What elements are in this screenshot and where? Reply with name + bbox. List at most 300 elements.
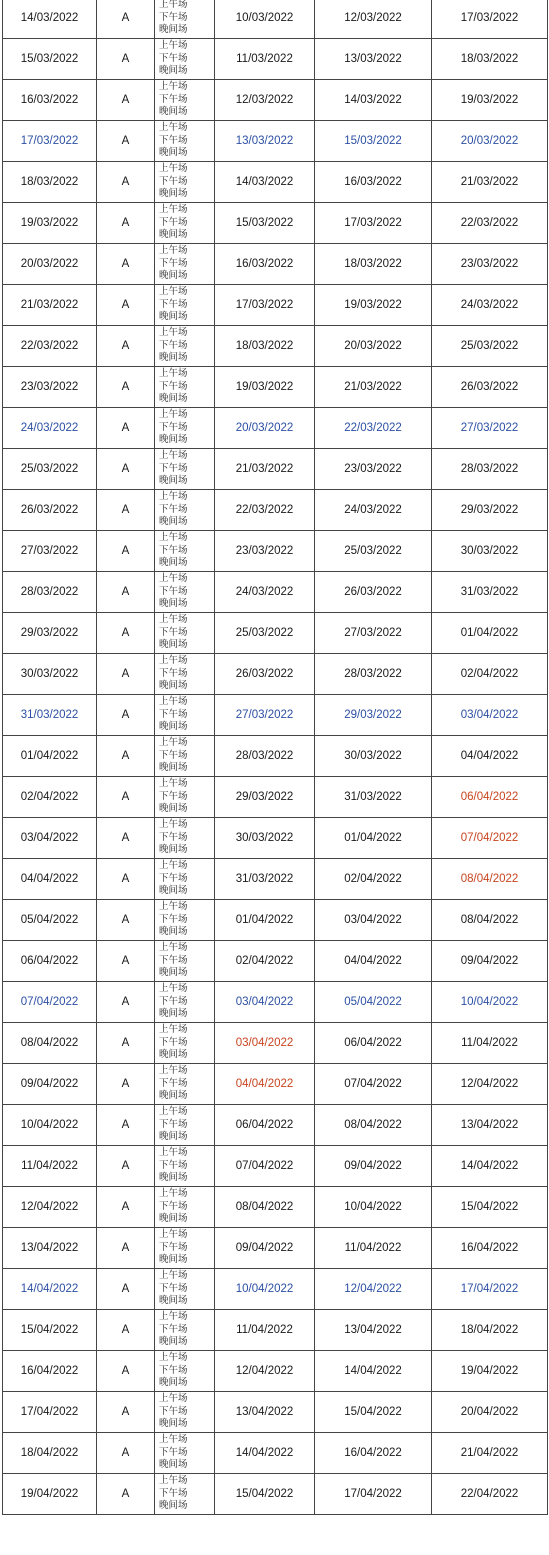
d1-date-cell: 16/03/2022 [215,244,315,285]
session-label: 下午场 [159,1036,188,1048]
table-row [3,859,548,900]
table-row [3,244,548,285]
session-label: 晚间场 [159,1090,188,1102]
session-label: 晚间场 [159,229,188,241]
d2-date-cell: 27/03/2022 [315,613,432,654]
type-cell: A [97,695,155,736]
sessions-cell [155,736,215,777]
sessions-cell [155,367,215,408]
type-cell: A [97,1474,155,1515]
sessions-cell [155,1105,215,1146]
type-cell: A [97,1269,155,1310]
date-cell: 19/04/2022 [3,1474,97,1515]
d3-date-cell: 25/03/2022 [432,326,548,367]
table-row [3,613,548,654]
session-label: 上午场 [159,81,188,93]
session-label: 晚间场 [159,1377,188,1389]
d3-date-cell: 20/04/2022 [432,1392,548,1433]
session-label: 下午场 [159,1118,188,1130]
sessions-cell [155,1474,215,1515]
d3-date-cell: 09/04/2022 [432,941,548,982]
d3-date-cell: 04/04/2022 [432,736,548,777]
d1-date-cell: 09/04/2022 [215,1228,315,1269]
d1-date-cell: 12/04/2022 [215,1351,315,1392]
d1-date-cell: 17/03/2022 [215,285,315,326]
session-label: 晚间场 [159,803,188,815]
type-cell: A [97,367,155,408]
sessions-cell [155,39,215,80]
table-row [3,1474,548,1515]
d3-date-cell: 26/03/2022 [432,367,548,408]
session-label: 晚间场 [159,1459,188,1471]
d2-date-cell: 06/04/2022 [315,1023,432,1064]
d1-date-cell: 29/03/2022 [215,777,315,818]
session-label: 上午场 [159,1065,188,1077]
session-label: 上午场 [159,1024,188,1036]
d2-date-cell: 10/04/2022 [315,1187,432,1228]
type-cell: A [97,80,155,121]
sessions-cell [155,449,215,490]
session-label: 晚间场 [159,1418,188,1430]
sessions-cell [155,695,215,736]
d3-date-cell: 16/04/2022 [432,1228,548,1269]
session-label: 晚间场 [159,1295,188,1307]
type-cell: A [97,777,155,818]
date-cell: 05/04/2022 [3,900,97,941]
d3-date-cell: 31/03/2022 [432,572,548,613]
d2-date-cell: 28/03/2022 [315,654,432,695]
session-label: 晚间场 [159,24,188,36]
type-cell: A [97,39,155,80]
session-label: 上午场 [159,1434,188,1446]
d2-date-cell: 20/03/2022 [315,326,432,367]
session-label: 下午场 [159,462,188,474]
d2-date-cell: 22/03/2022 [315,408,432,449]
date-cell: 30/03/2022 [3,654,97,695]
date-cell: 22/03/2022 [3,326,97,367]
d1-date-cell: 25/03/2022 [215,613,315,654]
sessions-cell [155,285,215,326]
d1-date-cell: 10/03/2022 [215,0,315,39]
date-cell: 04/04/2022 [3,859,97,900]
type-cell: A [97,736,155,777]
d2-date-cell: 03/04/2022 [315,900,432,941]
session-label: 下午场 [159,1446,188,1458]
session-label: 晚间场 [159,598,188,610]
sessions-cell [155,121,215,162]
sessions-cell [155,408,215,449]
d2-date-cell: 04/04/2022 [315,941,432,982]
sessions-cell [155,244,215,285]
session-label: 晚间场 [159,926,188,938]
date-cell: 09/04/2022 [3,1064,97,1105]
session-label: 上午场 [159,40,188,52]
session-label: 上午场 [159,778,188,790]
d1-date-cell: 14/04/2022 [215,1433,315,1474]
d2-date-cell: 18/03/2022 [315,244,432,285]
d3-date-cell: 08/04/2022 [432,859,548,900]
type-cell: A [97,0,155,39]
d1-date-cell: 20/03/2022 [215,408,315,449]
date-cell: 13/04/2022 [3,1228,97,1269]
session-label: 下午场 [159,339,188,351]
d2-date-cell: 12/03/2022 [315,0,432,39]
sessions-cell [155,203,215,244]
d3-date-cell: 28/03/2022 [432,449,548,490]
session-label: 晚间场 [159,721,188,733]
session-label: 上午场 [159,1475,188,1487]
session-label: 上午场 [159,819,188,831]
date-cell: 12/04/2022 [3,1187,97,1228]
session-label: 上午场 [159,696,188,708]
session-label: 下午场 [159,1077,188,1089]
sessions-cell [155,777,215,818]
sessions-cell [155,818,215,859]
session-label: 下午场 [159,1364,188,1376]
d3-date-cell: 15/04/2022 [432,1187,548,1228]
date-cell: 20/03/2022 [3,244,97,285]
date-cell: 16/03/2022 [3,80,97,121]
sessions-cell [155,0,215,39]
session-label: 上午场 [159,491,188,503]
type-cell: A [97,1310,155,1351]
table-row [3,1351,548,1392]
table-row [3,326,548,367]
sessions-cell [155,490,215,531]
table-row [3,736,548,777]
sessions-cell [155,941,215,982]
sessions-cell [155,531,215,572]
sessions-cell [155,1187,215,1228]
session-label: 上午场 [159,122,188,134]
d1-date-cell: 19/03/2022 [215,367,315,408]
session-label: 下午场 [159,1405,188,1417]
type-cell: A [97,1023,155,1064]
d2-date-cell: 07/04/2022 [315,1064,432,1105]
session-label: 晚间场 [159,188,188,200]
d2-date-cell: 09/04/2022 [315,1146,432,1187]
type-cell: A [97,1433,155,1474]
session-label: 下午场 [159,1282,188,1294]
table-row [3,572,548,613]
session-label: 上午场 [159,450,188,462]
d3-date-cell: 03/04/2022 [432,695,548,736]
session-label: 晚间场 [159,1049,188,1061]
d3-date-cell: 18/03/2022 [432,39,548,80]
d2-date-cell: 15/03/2022 [315,121,432,162]
session-label: 下午场 [159,257,188,269]
session-label: 下午场 [159,1241,188,1253]
session-label: 晚间场 [159,1254,188,1266]
table-row [3,1187,548,1228]
d2-date-cell: 17/04/2022 [315,1474,432,1515]
table-row [3,531,548,572]
session-label: 上午场 [159,0,188,11]
date-cell: 02/04/2022 [3,777,97,818]
d2-date-cell: 05/04/2022 [315,982,432,1023]
sessions-cell [155,1433,215,1474]
session-label: 下午场 [159,544,188,556]
sessions-cell [155,1351,215,1392]
type-cell: A [97,162,155,203]
sessions-cell [155,859,215,900]
d2-date-cell: 23/03/2022 [315,449,432,490]
d3-date-cell: 02/04/2022 [432,654,548,695]
session-label: 下午场 [159,790,188,802]
d3-date-cell: 01/04/2022 [432,613,548,654]
session-label: 上午场 [159,409,188,421]
session-label: 晚间场 [159,1500,188,1512]
d3-date-cell: 08/04/2022 [432,900,548,941]
d3-date-cell: 20/03/2022 [432,121,548,162]
d3-date-cell: 30/03/2022 [432,531,548,572]
date-cell: 21/03/2022 [3,285,97,326]
session-label: 上午场 [159,1352,188,1364]
d1-date-cell: 23/03/2022 [215,531,315,572]
date-cell: 15/04/2022 [3,1310,97,1351]
session-label: 上午场 [159,983,188,995]
table-row [3,203,548,244]
session-label: 上午场 [159,1311,188,1323]
d2-date-cell: 08/04/2022 [315,1105,432,1146]
session-label: 晚间场 [159,475,188,487]
session-label: 下午场 [159,1487,188,1499]
session-label: 晚间场 [159,557,188,569]
table-row [3,982,548,1023]
session-label: 上午场 [159,737,188,749]
sessions-cell [155,900,215,941]
session-label: 上午场 [159,614,188,626]
d3-date-cell: 07/04/2022 [432,818,548,859]
sessions-cell [155,1269,215,1310]
type-cell: A [97,1105,155,1146]
session-label: 上午场 [159,1270,188,1282]
sessions-cell [155,1023,215,1064]
table-row [3,695,548,736]
d1-date-cell: 14/03/2022 [215,162,315,203]
session-label: 晚间场 [159,680,188,692]
d1-date-cell: 31/03/2022 [215,859,315,900]
session-label: 上午场 [159,1106,188,1118]
d1-date-cell: 21/03/2022 [215,449,315,490]
type-cell: A [97,1064,155,1105]
date-cell: 14/04/2022 [3,1269,97,1310]
d3-date-cell: 24/03/2022 [432,285,548,326]
d3-date-cell: 19/03/2022 [432,80,548,121]
type-cell: A [97,490,155,531]
d1-date-cell: 12/03/2022 [215,80,315,121]
session-label: 下午场 [159,1159,188,1171]
d2-date-cell: 30/03/2022 [315,736,432,777]
type-cell: A [97,1146,155,1187]
type-cell: A [97,654,155,695]
type-cell: A [97,1187,155,1228]
sessions-cell [155,326,215,367]
d2-date-cell: 14/03/2022 [315,80,432,121]
table-row [3,1392,548,1433]
type-cell: A [97,818,155,859]
schedule-body [3,0,548,1515]
d2-date-cell: 17/03/2022 [315,203,432,244]
d1-date-cell: 28/03/2022 [215,736,315,777]
session-label: 下午场 [159,503,188,515]
d3-date-cell: 12/04/2022 [432,1064,548,1105]
session-label: 上午场 [159,1188,188,1200]
date-cell: 27/03/2022 [3,531,97,572]
d1-date-cell: 03/04/2022 [215,1023,315,1064]
table-row [3,39,548,80]
d1-date-cell: 22/03/2022 [215,490,315,531]
d2-date-cell: 14/04/2022 [315,1351,432,1392]
d1-date-cell: 02/04/2022 [215,941,315,982]
table-row [3,408,548,449]
date-cell: 18/03/2022 [3,162,97,203]
table-row [3,449,548,490]
type-cell: A [97,449,155,490]
sessions-cell [155,982,215,1023]
session-label: 下午场 [159,380,188,392]
session-label: 晚间场 [159,1213,188,1225]
date-cell: 29/03/2022 [3,613,97,654]
date-cell: 17/04/2022 [3,1392,97,1433]
d2-date-cell: 25/03/2022 [315,531,432,572]
d3-date-cell: 21/04/2022 [432,1433,548,1474]
type-cell: A [97,1392,155,1433]
d3-date-cell: 17/04/2022 [432,1269,548,1310]
type-cell: A [97,859,155,900]
session-label: 上午场 [159,573,188,585]
table-row [3,1023,548,1064]
session-label: 晚间场 [159,1172,188,1184]
date-cell: 14/03/2022 [3,0,97,39]
date-cell: 03/04/2022 [3,818,97,859]
table-row [3,80,548,121]
session-label: 晚间场 [159,516,188,528]
date-cell: 06/04/2022 [3,941,97,982]
table-row [3,1269,548,1310]
sessions-cell [155,1310,215,1351]
date-cell: 23/03/2022 [3,367,97,408]
d3-date-cell: 11/04/2022 [432,1023,548,1064]
session-label: 下午场 [159,1200,188,1212]
d1-date-cell: 26/03/2022 [215,654,315,695]
session-label: 上午场 [159,532,188,544]
session-label: 晚间场 [159,352,188,364]
date-cell: 24/03/2022 [3,408,97,449]
session-label: 下午场 [159,421,188,433]
table-row [3,1228,548,1269]
d1-date-cell: 08/04/2022 [215,1187,315,1228]
table-row [3,367,548,408]
session-label: 晚间场 [159,270,188,282]
schedule-table [2,0,548,1515]
date-cell: 17/03/2022 [3,121,97,162]
session-label: 晚间场 [159,311,188,323]
session-label: 上午场 [159,1393,188,1405]
session-label: 晚间场 [159,639,188,651]
session-label: 下午场 [159,708,188,720]
date-cell: 11/04/2022 [3,1146,97,1187]
session-label: 下午场 [159,52,188,64]
table-row [3,818,548,859]
type-cell: A [97,572,155,613]
d3-date-cell: 19/04/2022 [432,1351,548,1392]
d2-date-cell: 12/04/2022 [315,1269,432,1310]
d2-date-cell: 29/03/2022 [315,695,432,736]
d1-date-cell: 15/04/2022 [215,1474,315,1515]
session-label: 晚间场 [159,434,188,446]
type-cell: A [97,244,155,285]
sessions-cell [155,162,215,203]
date-cell: 31/03/2022 [3,695,97,736]
d2-date-cell: 01/04/2022 [315,818,432,859]
session-label: 晚间场 [159,1336,188,1348]
table-row [3,941,548,982]
d3-date-cell: 21/03/2022 [432,162,548,203]
table-row [3,121,548,162]
d2-date-cell: 31/03/2022 [315,777,432,818]
d3-date-cell: 18/04/2022 [432,1310,548,1351]
sessions-cell [155,1064,215,1105]
d1-date-cell: 13/03/2022 [215,121,315,162]
d3-date-cell: 29/03/2022 [432,490,548,531]
session-label: 晚间场 [159,106,188,118]
session-label: 下午场 [159,134,188,146]
d1-date-cell: 30/03/2022 [215,818,315,859]
session-label: 上午场 [159,327,188,339]
d1-date-cell: 11/04/2022 [215,1310,315,1351]
table-row [3,1310,548,1351]
session-label: 上午场 [159,163,188,175]
d2-date-cell: 13/03/2022 [315,39,432,80]
d2-date-cell: 16/04/2022 [315,1433,432,1474]
date-cell: 16/04/2022 [3,1351,97,1392]
table-row [3,490,548,531]
type-cell: A [97,203,155,244]
type-cell: A [97,408,155,449]
d2-date-cell: 13/04/2022 [315,1310,432,1351]
table-row [3,162,548,203]
session-label: 上午场 [159,1147,188,1159]
d1-date-cell: 24/03/2022 [215,572,315,613]
table-row [3,285,548,326]
table-row [3,0,548,39]
d3-date-cell: 10/04/2022 [432,982,548,1023]
d1-date-cell: 11/03/2022 [215,39,315,80]
session-label: 上午场 [159,901,188,913]
session-label: 下午场 [159,298,188,310]
d2-date-cell: 19/03/2022 [315,285,432,326]
date-cell: 28/03/2022 [3,572,97,613]
session-label: 上午场 [159,368,188,380]
date-cell: 08/04/2022 [3,1023,97,1064]
type-cell: A [97,900,155,941]
type-cell: A [97,326,155,367]
d2-date-cell: 02/04/2022 [315,859,432,900]
d3-date-cell: 13/04/2022 [432,1105,548,1146]
d3-date-cell: 23/03/2022 [432,244,548,285]
table-row [3,900,548,941]
session-label: 下午场 [159,831,188,843]
type-cell: A [97,121,155,162]
d1-date-cell: 04/04/2022 [215,1064,315,1105]
session-label: 下午场 [159,216,188,228]
session-label: 下午场 [159,175,188,187]
d3-date-cell: 27/03/2022 [432,408,548,449]
type-cell: A [97,613,155,654]
sessions-cell [155,1146,215,1187]
sessions-cell [155,572,215,613]
